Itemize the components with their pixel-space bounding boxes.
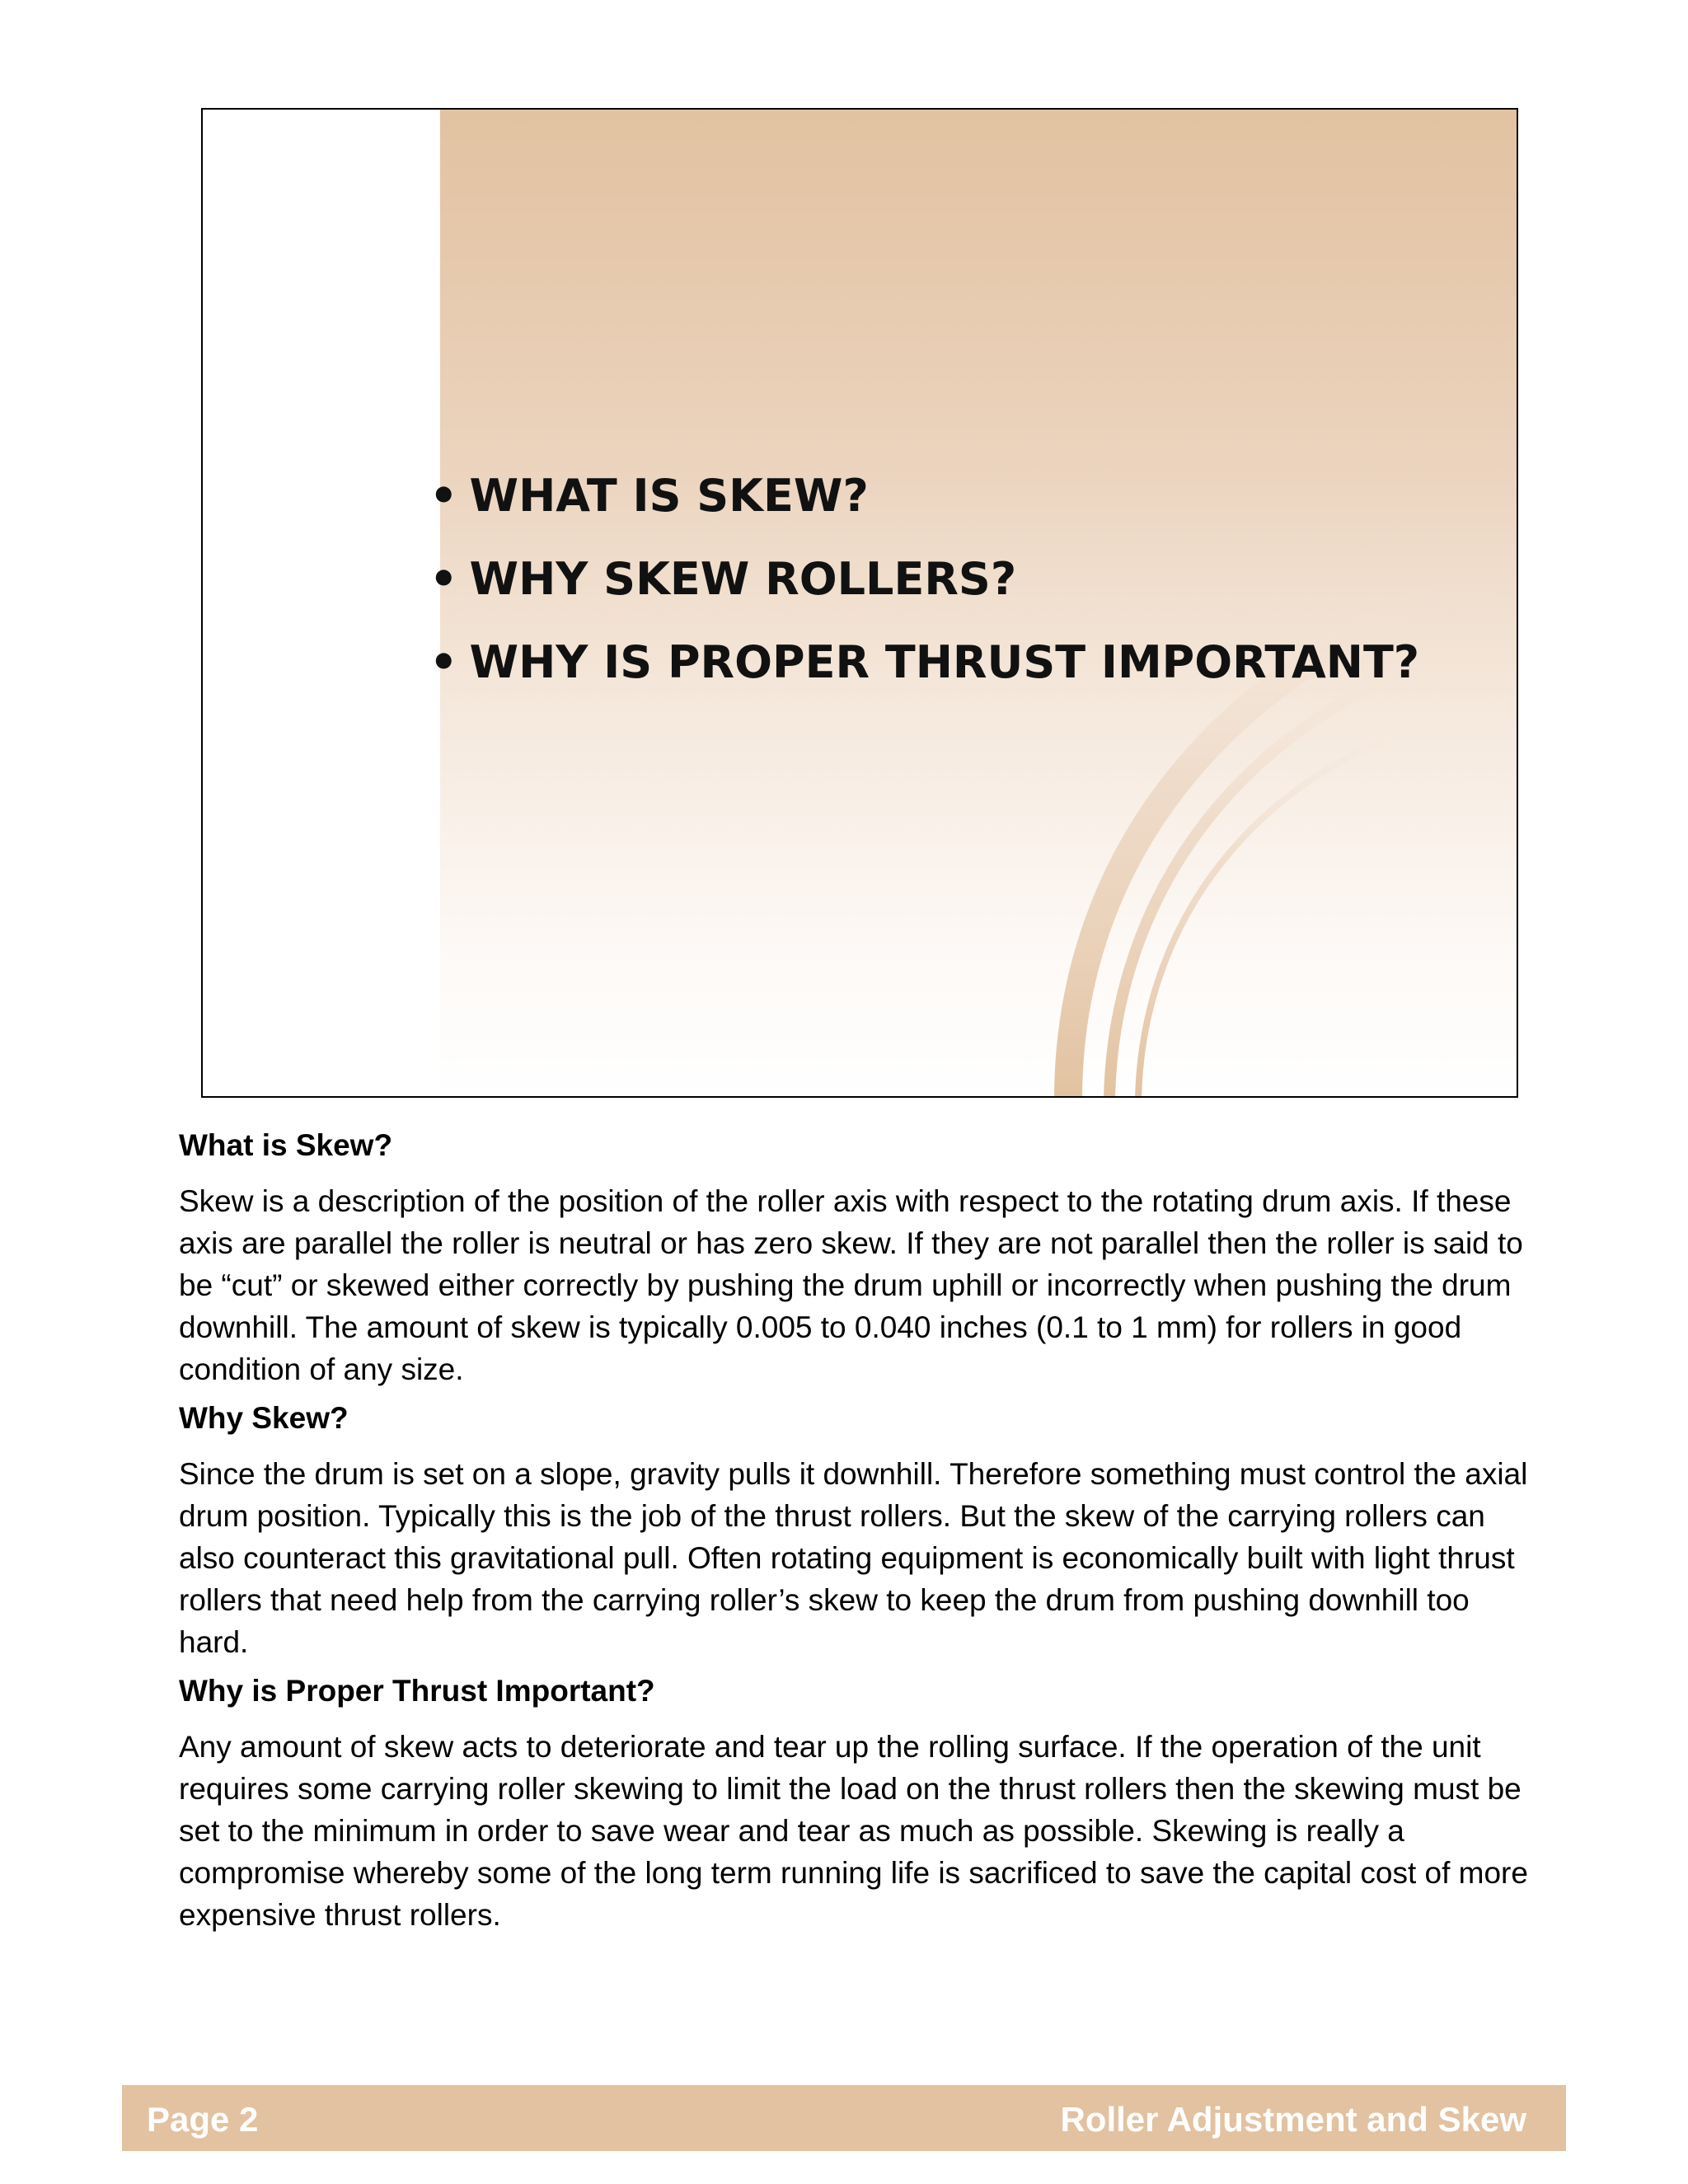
section-heading: Why is Proper Thrust Important? [179,1674,655,1708]
page-footer [122,2085,1566,2151]
bullet-icon: • [429,470,458,522]
section-heading: What is Skew? [179,1128,393,1162]
bullet-icon: • [429,636,458,688]
page-number: Page 2 [147,2100,259,2139]
section-heading: Why Skew? [179,1401,349,1435]
slide-image [201,108,1518,1098]
slide-left-solid [203,110,440,1098]
footer-document-title: Roller Adjustment and Skew [1060,2100,1526,2139]
bullet-icon: • [429,553,458,605]
slide-bullet [429,454,1419,537]
slide-bullet-list [429,454,1419,704]
slide-bullet [429,537,1419,621]
slide-bullet-text: WHAT IS SKEW? [469,470,869,522]
slide-bullet-text: WHY IS PROPER THRUST IMPORTANT? [469,636,1420,688]
slide-bullet [429,621,1419,704]
document-body [179,1127,1531,1946]
section-paragraph: Skew is a description of the position of the roller axis with respect to the rotating drum axis. If these axis are parallel the roller is neutral or has zero skew. If they are not parallel then the roller is said to be “cut” or skewed either correctly by pushing the drum uphill or incorrectly when pushing the drum downhill. The amount of skew is typically 0.005 to 0.040 inches (0.1 to 1 mm) for rollers in good condition of any size. [179,1184,1523,1386]
slide-bullet-text: WHY SKEW ROLLERS? [469,553,1017,605]
section-paragraph: Any amount of skew acts to deteriorate and tear up the rolling surface. If the operation of the unit requires some carrying roller skewing to limit the load on the thrust rollers then the skewing must be set to the minimum in order to save wear and tear as much as possible. Skewing is really a compromise whereby some of the long term running life is sacrificed to save the capital cost of more expensive thrust rollers. [179,1730,1528,1932]
section-paragraph: Since the drum is set on a slope, gravity pulls it downhill. Therefore something must control the axial drum position. Typically this is the job of the thrust rollers. But the skew of the carrying rollers can also counteract this gravitational pull. Often rotating equipment is economically built with light thrust rollers that need help from the carrying roller’s skew to keep the drum from pushing downhill too hard. [179,1457,1528,1659]
